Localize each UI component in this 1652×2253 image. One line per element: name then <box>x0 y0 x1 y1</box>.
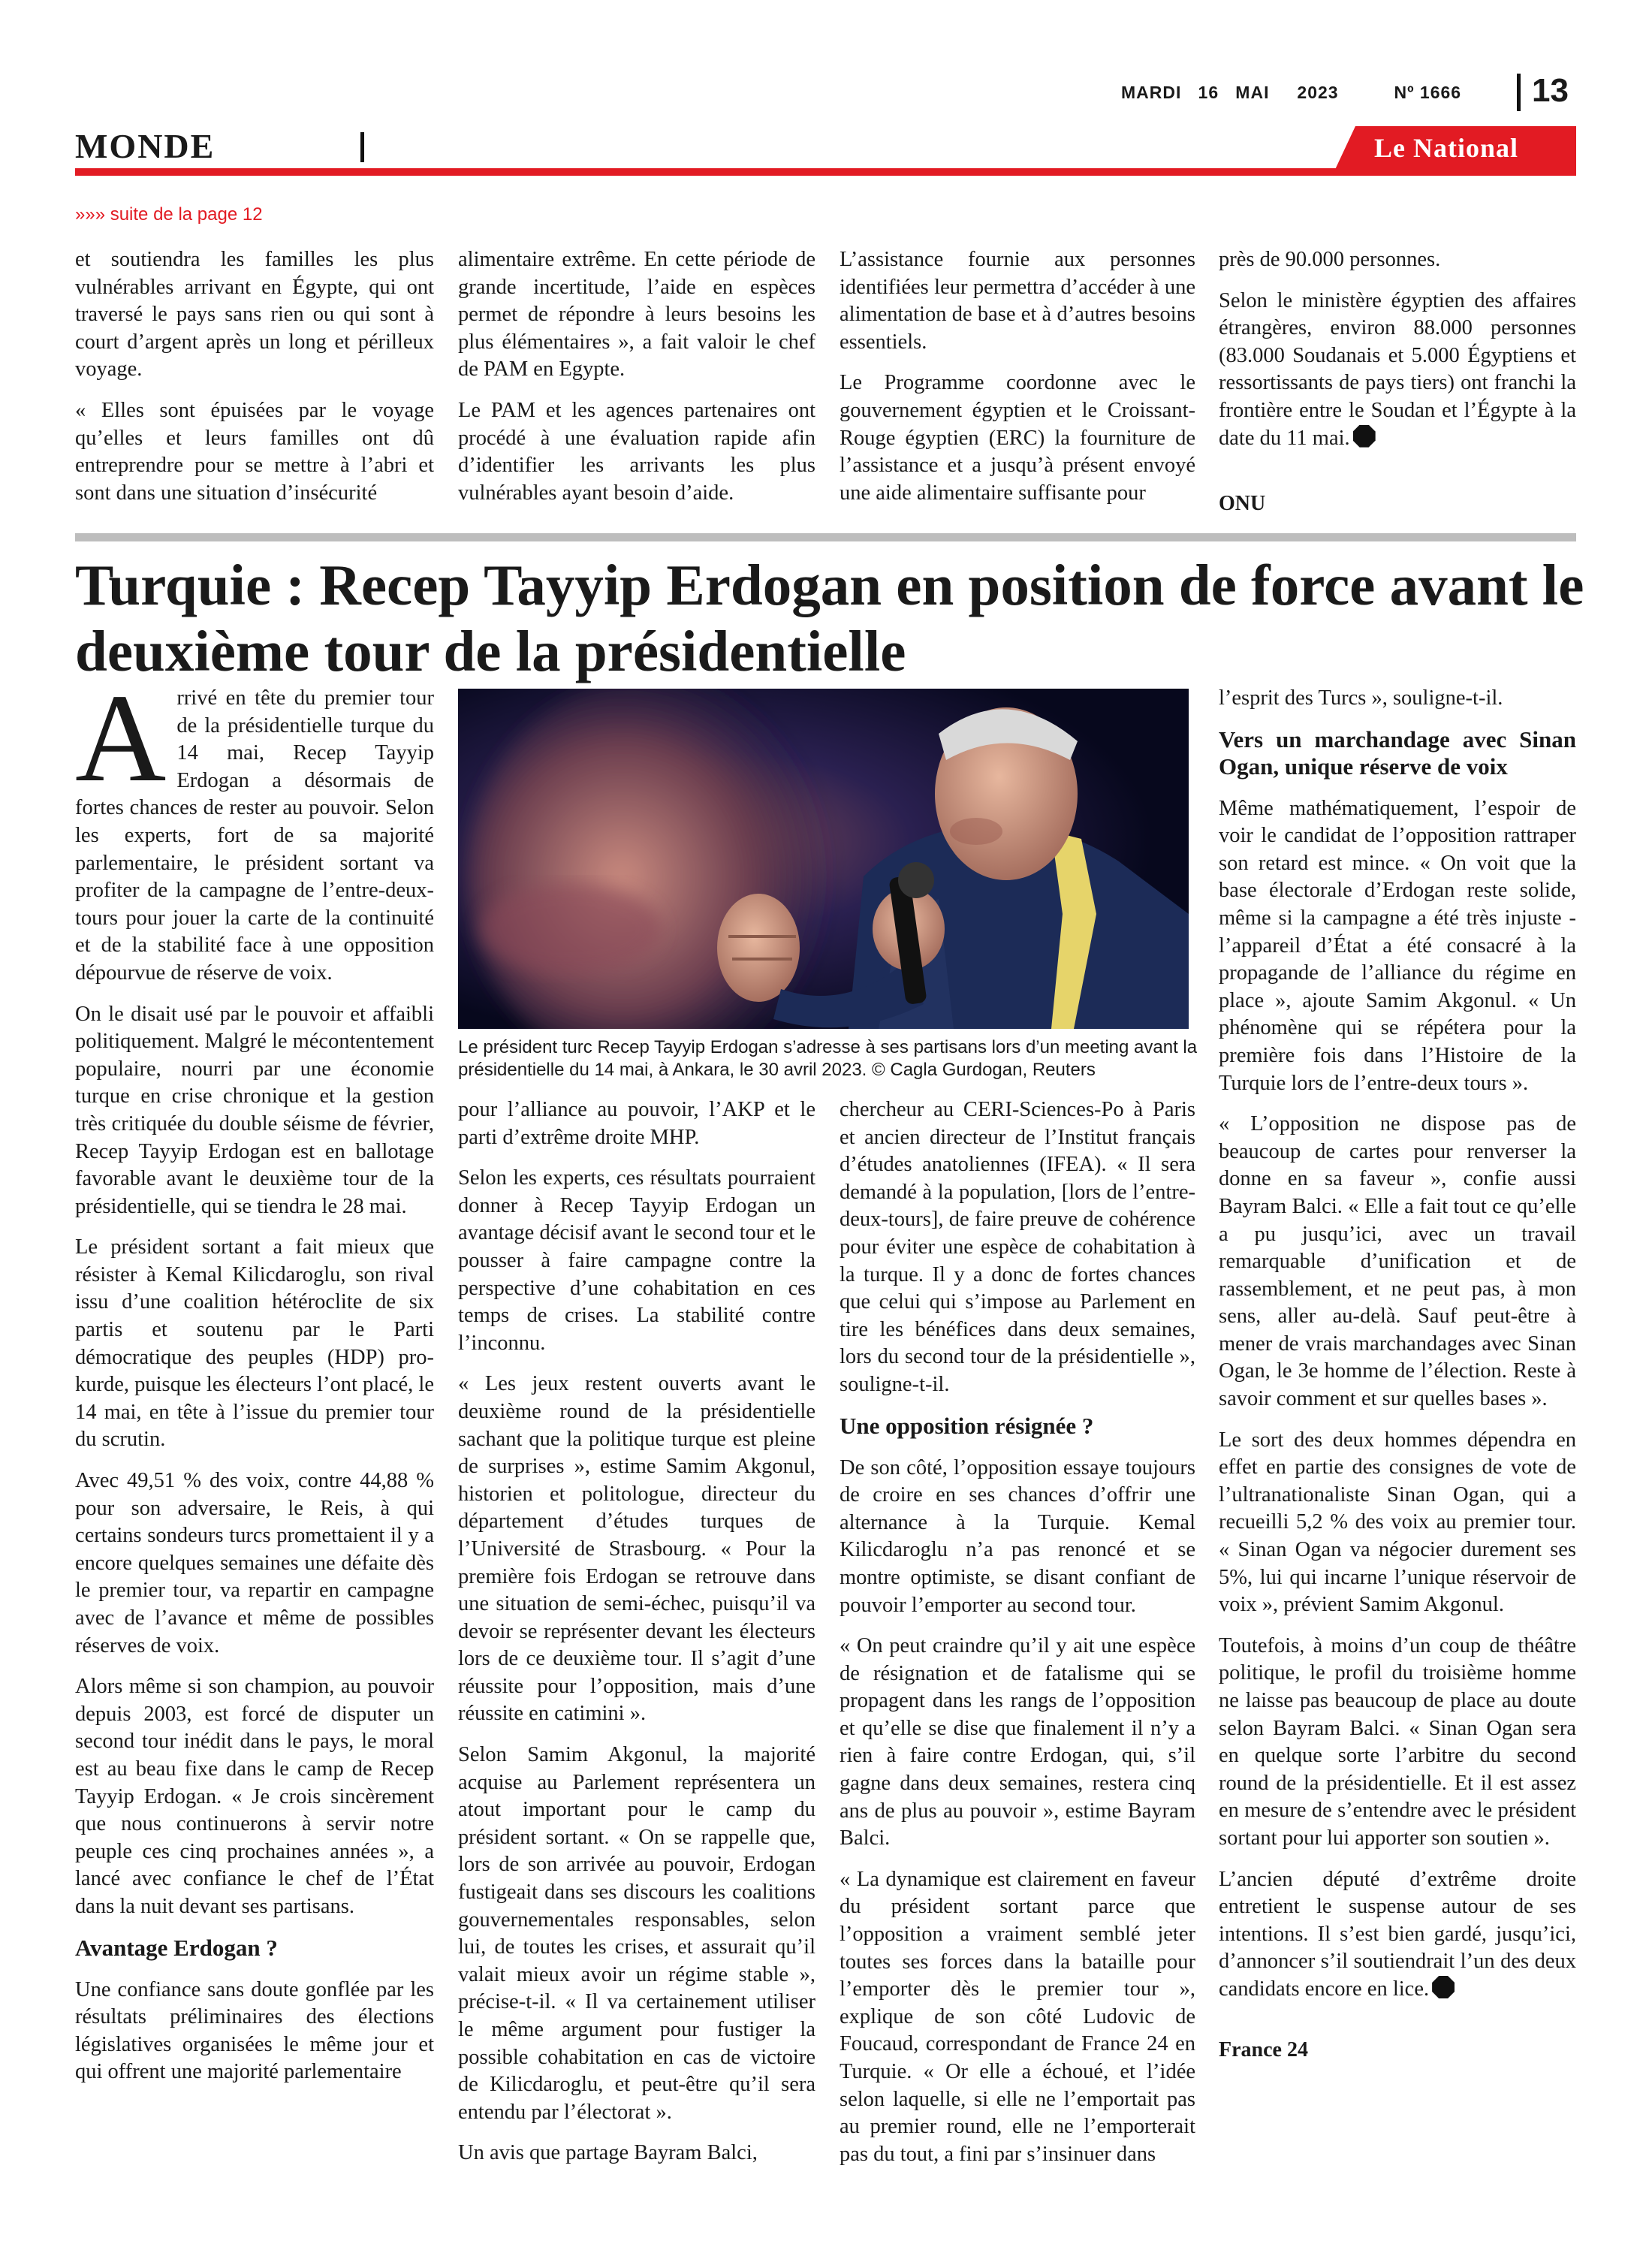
paragraph: On le disait usé par le pouvoir et affaibli politiquement. Malgré le mécontentement populaire, nourri par une économie turque en crise chronique et la gestion très critiquée du double séisme de février, Recep Tayyip Erdogan est en ballotage favorable avant le deuxième tour de la présidentielle, qui se tiendra le 28 mai. <box>75 1002 435 1218</box>
newspaper-brand: Le National <box>1374 133 1519 163</box>
top-article-source: ONU <box>1219 492 1266 515</box>
issue-date: MARDI 16 MAI 2023 Nº 1666 <box>1121 83 1462 102</box>
paragraph: Une confiance sans doute gonflée par les résultats préliminaires des élections législatives organisées le même jour et qui offrent une majorité parlementaire <box>75 1977 434 2084</box>
top-article-column-4 <box>1219 246 1576 466</box>
paragraph: « L’opposition ne dispose pas de beaucoup de cartes pour renverser la donne en sa faveur », confie aussi Bayram Balci. « Elle a fait tout ce qu’elle a pu jusqu’ici, avec un travail remarquable d’unification et de rassemblement, et ne peut pas, à mon sens, aller au-delà. Sauf peut-être à mener de vrais marchandages avec Sinan Ogan, le 3e homme de l’élection. Reste à savoir comment et sur quelles bases ». <box>1219 1112 1576 1411</box>
issue-number: Nº 1666 <box>1394 83 1462 102</box>
paragraph: « La dynamique est clairement en faveur du président sortant parce que l’opposition a vraiment semblé jeter toutes ses forces dans la bataille pour l’emporter dès le premier tour », explique de son côté Ludovic de Foucaud, correspondant de France 24 en Turquie. « Or elle a échoué, et l’idée selon laquelle, si elle ne l’emportait pas au premier round, elle ne l’emporterait pas du tout, a fini par s’insinuer dans <box>840 1867 1195 2166</box>
article-photo <box>458 689 1189 1029</box>
paragraph: pour l’alliance au pouvoir, l’AKP et le parti d’extrême droite MHP. <box>458 1098 815 1149</box>
drop-cap: A <box>75 668 167 808</box>
paragraph: Le PAM et les agences partenaires ont procédé à une évaluation rapide afin d’identifier les arrivants les plus vulnérables ayant besoin d’aide. <box>458 398 815 505</box>
paragraph: Toutefois, à moins d’un coup de théâtre politique, le profil du troisième homme ne laisse pas beaucoup de place au doute selon Bayram Balci. « Sinan Ogan sera en quelque sorte l’arbitre du second round de la présidentielle. Et il est assez en mesure de s’entendre avec le président sortant pour lui apporter son soutien ». <box>1219 1633 1576 1850</box>
paragraph: Alors même si son champion, au pouvoir depuis 2003, est forcé de disputer un second tour inédit dans le pays, le moral est au beau fixe dans le camp de Recep Tayyip Erdogan. « Je crois sincèrement que nous continuerons à servir notre peuple ces cinq prochaines années », a lancé avec confiance le chef de l’État dans la nuit devant ses partisans. <box>75 1675 434 1918</box>
paragraph: alimentaire extrême. En cette période de grande incertitude, l’aide en espèces permet de répondre à leurs besoins les plus élémentaires », a fait valoir le chef de PAM en Egypte. <box>458 248 815 382</box>
paragraph: l’esprit des Turcs », souligne-t-il. <box>1219 686 1503 710</box>
paragraph: De son côté, l’opposition essaye toujours de croire en ses chances d’offrir une alternance à la Turquie. Kemal Kilicdaroglu n’a pas renoncé et se montre optimiste, se disant confiant de pouvoir l’emporter au second tour. <box>840 1455 1195 1617</box>
subheading: Avantage Erdogan ? <box>75 1934 278 1961</box>
header-divider <box>1517 74 1521 111</box>
subheading: Vers un marchandage avec Sinan Ogan, unique réserve de voix <box>1219 725 1576 780</box>
section-divider <box>360 132 364 162</box>
paragraph: chercheur au CERI-Sciences-Po à Paris et ancien directeur de l’Institut français d’études anatoliennes (IFEA). « Il sera demandé à la population, [lors de l’entre-deux-tours], de faire preuve de cohérence pour éviter une espèce de cohabitation à la turque. Il y a donc de fortes chances que celui qui s’impose au Parlement en tire les bénéfices dans deux semaines, lors du second tour de la présidentielle », souligne-t-il. <box>840 1098 1195 1396</box>
paragraph: L’assistance fournie aux personnes identifiées leur permettra d’accéder à une alimentation de base et à d’autres besoins essentiels. <box>840 248 1195 354</box>
paragraph: Le Programme coordonne avec le gouvernement égyptien et le Croissant-Rouge égyptien (ERC) la fourniture de l’assistance et a jusqu’à présent envoyé une aide alimentaire suffisante pour <box>840 371 1195 505</box>
main-article-column-4 <box>1219 685 1576 2064</box>
paragraph: Le sort des deux hommes dépendra en effet en partie des consignes de vote de l’ultranationaliste Sinan Ogan, qui a recueilli 5,2 % des voix au premier tour. « Sinan Ogan va négocier durement ses 5%, lui qui incarne l’unique réservoir de voix », prévient Samim Akgonul. <box>1219 1428 1576 1617</box>
article-headline: Turquie : Recep Tayyip Erdogan en position de force avant le deuxième tour de la présidentielle <box>75 553 1584 683</box>
top-article-column-2 <box>458 246 815 520</box>
erdogan-speaking-photo-icon <box>458 689 1189 1029</box>
paragraph: Un avis que partage Bayram Balci, <box>458 2141 758 2165</box>
main-article-column-1 <box>75 668 435 2100</box>
paragraph: Le président sortant a fait mieux que résister à Kemal Kilicdaroglu, son rival issu d’une coalition hétéroclite de six partis et soutenu par le Parti démocratique des peuples (HDP) pro-kurde, puisque les électeurs l’ont placé, le 14 mai, en tête à l’issue du premier tour du scrutin. <box>75 1235 434 1452</box>
paragraph: « On peut craindre qu’il y ait une espèce de résignation et de fatalisme qui se propagent dans les rangs de l’opposition et qu’elle se dise que finalement il n’y a rien à faire contre Erdogan, qui, s’il gagne dans deux semaines, restera cinq ans de plus au pouvoir », estime Bayram Balci. <box>840 1634 1195 1850</box>
paragraph: « Elles sont épuisées par le voyage qu’elles et leurs familles ont dû entreprendre pour se mettre à l’abri et sont dans une situation d’insécurité <box>75 398 434 505</box>
end-of-article-icon <box>1432 1976 1455 1998</box>
lead-paragraph: Arrivé en tête du premier tour de la présidentielle turque du 14 mai, Recep Tayyip Erdogan a désormais de fortes chances de rester au pouvoir. Selon les experts, fort de sa majorité parlementaire, le président sortant va profiter de la campagne de l’entre-deux-tours pour jouer la carte de la continuité et de la stabilité face à une opposition dépourvue de réserve de voix. <box>75 668 434 985</box>
paragraph: Selon les experts, ces résultats pourraient donner à Recep Tayyip Erdogan un avantage décisif avant le second tour et le pousser à faire campagne contre la perspective d’une cohabitation en ces temps de crises. La stabilité contre l’inconnu. <box>458 1166 815 1355</box>
end-of-article-icon <box>1353 425 1376 448</box>
continued-from: »»» suite de la page 12 <box>75 204 263 225</box>
paragraph: Même mathématiquement, l’espoir de voir le candidat de l’opposition rattraper son retard est mince. « On voit que la base électorale d’Erdogan reste solide, même si la campagne a été très injuste - l’appareil d’État a été consacré à la propagande de l’alliance du régime en place », ajoute Samim Akgonul. « Un phénomène qui se répétera pour la première fois dans l’Histoire de la Turquie lors de l’entre-deux tours ». <box>1219 796 1576 1095</box>
article-separator <box>75 533 1576 541</box>
main-article-column-3 <box>840 1096 1195 2182</box>
paragraph: Selon Samim Akgonul, la majorité acquise au Parlement représentera un atout important pour le camp du président sortant. « On se rappelle que, lors de son arrivée au pouvoir, Erdogan fustigeait dans ses discours les coalitions gouvernementales responsables, selon lui, de toutes les crises, et assurait qu’il valait mieux avoir un régime stable », précise-t-il. « Il va certainement utiliser le même argument pour fustiger la possible cohabitation en cas de victoire de Kilicdaroglu, et peut-être qu’il sera entendu par l’électorat ». <box>458 1743 815 2124</box>
paragraph: et soutiendra les familles les plus vulnérables arrivant en Égypte, qui ont traversé le pays sans rien ou qui sont à court d’argent après un long et périlleux voyage. <box>75 248 434 382</box>
paragraph: Avec 49,51 % des voix, contre 44,88 % pour son adversaire, le Reis, à qui certains sondeurs turcs promettaient il y a encore quelques semaines une défaite dès le premier tour, va repartir en campagne avec de l’avance et même de possibles réserves de voix. <box>75 1469 434 1657</box>
top-article-column-1 <box>75 246 434 520</box>
paragraph: « Les jeux restent ouverts avant le deuxième round de la présidentielle sachant que la politique turque est pleine de surprises », estime Samim Akgonul, historien et politologue, directeur du département d’études turques de l’Université de Strasbourg. « Pour la première fois Erdogan se retrouve dans une situation de semi-échec, puisqu’il va devoir se représenter devant les électeurs lors de ce deuxième tour. Il s’agit d’une réussite pour l’opposition, mais d’une réussite en catimini ». <box>458 1372 815 1726</box>
paragraph: près de 90.000 personnes. <box>1219 248 1441 271</box>
main-article-source: France 24 <box>1219 2037 1308 2061</box>
section-title: MONDE <box>75 127 216 165</box>
photo-caption: Le président turc Recep Tayyip Erdogan s’adresse à ses partisans lors d’un meeting avant la présidentielle du 14 mai, à Ankara, le 30 avril 2023. © Cagla Gurdogan, Reuters <box>458 1037 1198 1080</box>
subheading: Une opposition résignée ? <box>840 1412 1094 1439</box>
paragraph: Selon le ministère égyptien des affaires étrangères, environ 88.000 personnes (83.000 Soudanais et 5.000 Égyptiens et ressortissants de pays tiers) ont franchi la frontière entre le Soudan et l’Égypte à la date du 11 mai. <box>1219 288 1576 450</box>
main-article-column-2 <box>458 1096 815 2181</box>
top-article-column-3 <box>840 246 1195 520</box>
page-number: 13 <box>1532 72 1569 109</box>
paragraph: L’ancien député d’extrême droite entretient le suspense autour de ses intentions. Il s’est bien gardé, jusqu’ici, d’annoncer s’il soutiendrait l’un des deux candidats encore en lice. <box>1219 1867 1576 2001</box>
